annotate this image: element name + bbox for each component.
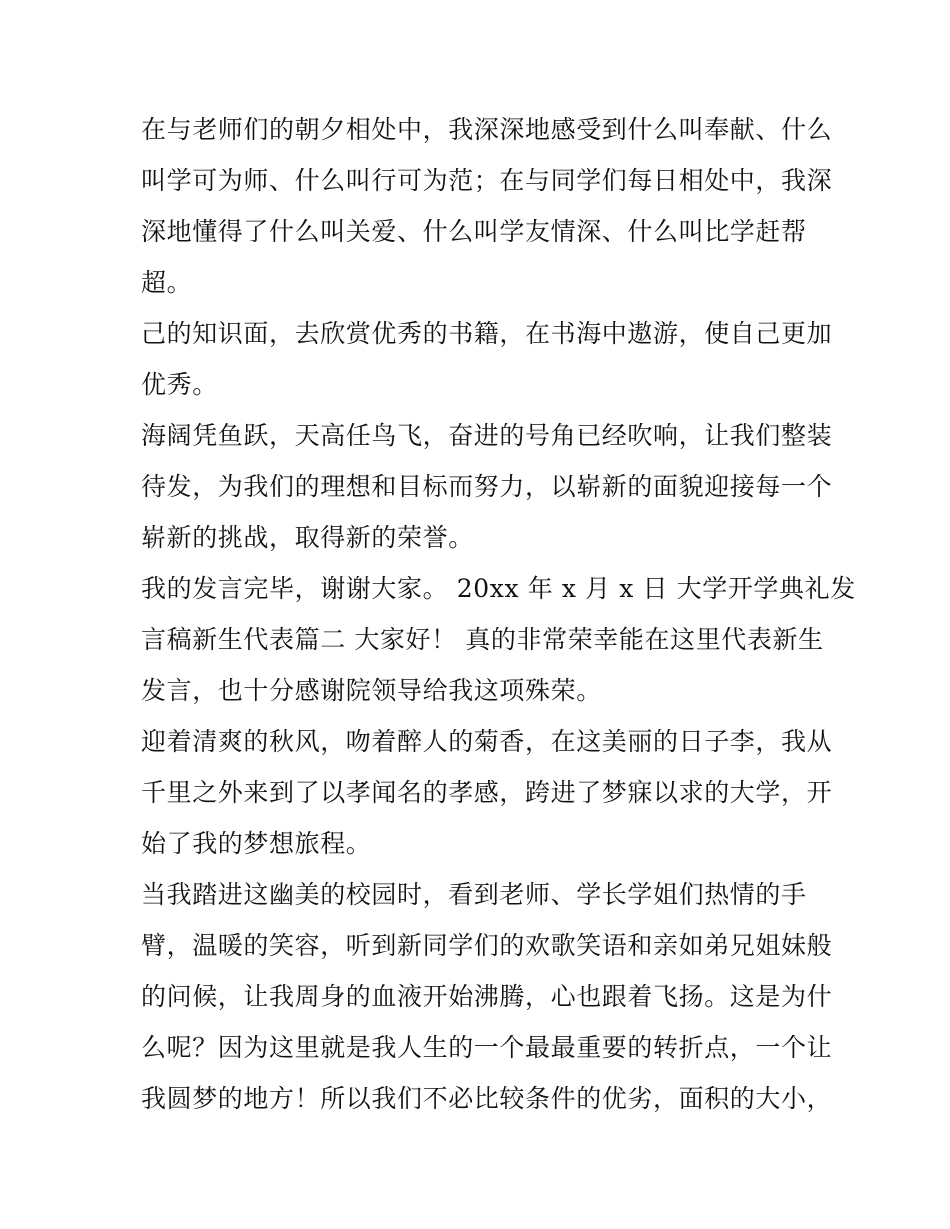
text-line: 深地懂得了什么叫关爱、什么叫学友情深、什么叫比学赶帮 [141,217,807,246]
text-line: 我圆梦的地方！所以我们不必比较条件的优劣，面积的大小， [141,1084,833,1113]
text-line: 臂，温暖的笑容，听到新同学们的欢歌笑语和亲如弟兄姐妹般 [141,931,833,960]
text-line: 超。 [141,268,193,297]
text-line: 发言，也十分感谢院领导给我这项殊荣。 [141,676,602,705]
text-line: 千里之外来到了以孝闻名的孝感，跨进了梦寐以求的大学，开 [141,778,833,807]
text-line: 迎着清爽的秋风，吻着醉人的菊香，在这美丽的日子李，我从 [141,727,833,756]
text-line: 优秀。 [141,370,218,399]
text-line: 么呢？因为这里就是我人生的一个最最重要的转折点，一个让 [141,1033,833,1062]
document-body [141,104,856,1124]
text-line: 言稿新生代表篇二 大家好！ 真的非常荣幸能在这里代表新生 [141,625,824,654]
text-line: 叫学可为师、什么叫行可为范；在与同学们每日相处中，我深 [141,166,833,195]
text-line: 己的知识面，去欣赏优秀的书籍，在书海中遨游，使自己更加 [141,319,833,348]
text-line: 在与老师们的朝夕相处中，我深深地感受到什么叫奉献、什么 [141,115,833,144]
text-line: 的问候，让我周身的血液开始沸腾，心也跟着飞扬。这是为什 [141,982,833,1011]
text-line: 当我踏进这幽美的校园时，看到老师、学长学姐们热情的手 [141,880,807,909]
text-line: 始了我的梦想旅程。 [141,829,372,858]
text-line: 待发，为我们的理想和目标而努力，以崭新的面貌迎接每一个 [141,472,833,501]
text-line: 我的发言完毕，谢谢大家。 20xx 年 x 月 x 日 大学开学典礼发 [141,574,856,603]
text-line: 崭新的挑战，取得新的荣誉。 [141,523,474,552]
text-line: 海阔凭鱼跃，天高任鸟飞，奋进的号角已经吹响，让我们整装 [141,421,833,450]
